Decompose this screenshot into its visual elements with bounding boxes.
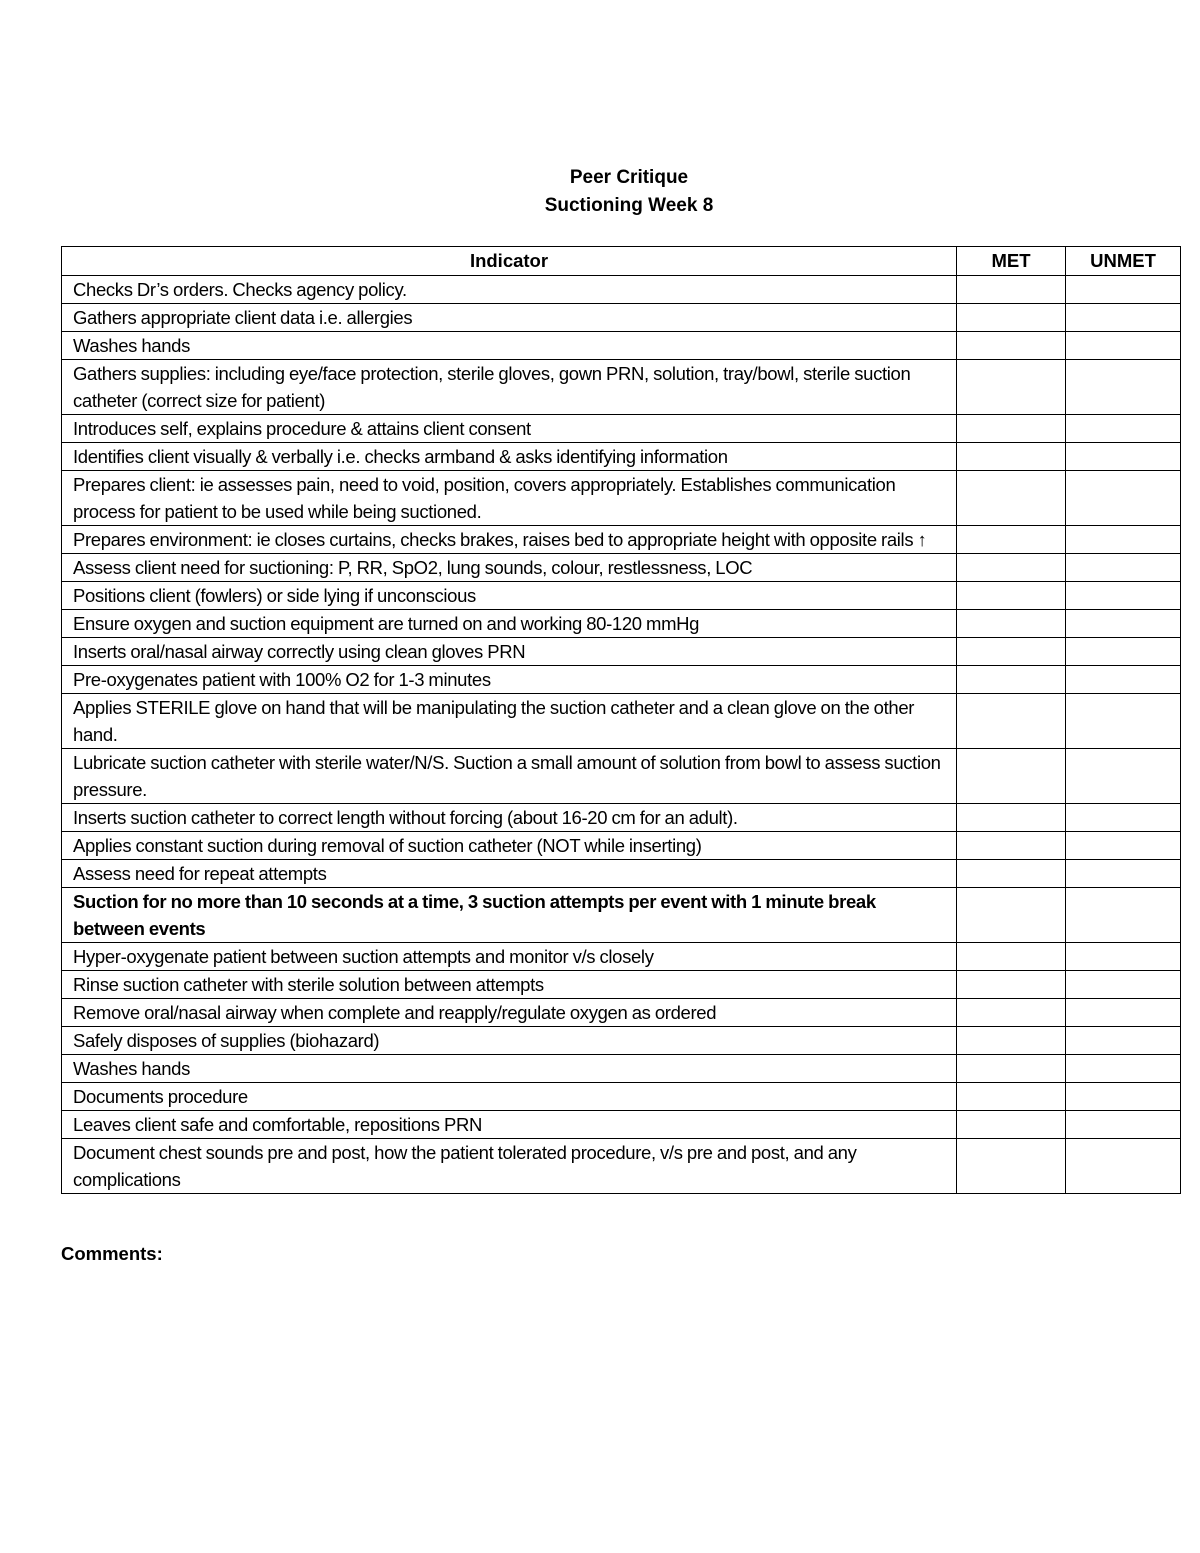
- document-title: Peer Critique: [569, 167, 689, 188]
- table-row: [62, 943, 1181, 971]
- unmet-checkbox-cell[interactable]: [1066, 804, 1181, 832]
- indicator-cell: Washes hands: [62, 332, 957, 360]
- table-row: [62, 582, 1181, 610]
- unmet-checkbox-cell[interactable]: [1066, 471, 1181, 526]
- met-checkbox-cell[interactable]: [957, 1055, 1066, 1083]
- met-checkbox-cell[interactable]: [957, 666, 1066, 694]
- met-checkbox-cell[interactable]: [957, 749, 1066, 804]
- unmet-checkbox-cell[interactable]: [1066, 1111, 1181, 1139]
- indicator-cell: Leaves client safe and comfortable, repositions PRN: [62, 1111, 957, 1139]
- table-row: [62, 332, 1181, 360]
- indicator-cell: Assess client need for suctioning: P, RR, SpO2, lung sounds, colour, restlessness, LOC: [62, 554, 957, 582]
- indicator-cell: Remove oral/nasal airway when complete and reapply/regulate oxygen as ordered: [62, 999, 957, 1027]
- table-row: [62, 554, 1181, 582]
- indicator-cell: Assess need for repeat attempts: [62, 860, 957, 888]
- indicator-cell: Document chest sounds pre and post, how the patient tolerated procedure, v/s pre and post, and any complications: [62, 1139, 957, 1194]
- indicator-cell: Inserts oral/nasal airway correctly using clean gloves PRN: [62, 638, 957, 666]
- table-row: [62, 860, 1181, 888]
- unmet-checkbox-cell[interactable]: [1066, 999, 1181, 1027]
- unmet-checkbox-cell[interactable]: [1066, 360, 1181, 415]
- table-row: [62, 1139, 1181, 1194]
- indicator-cell: Gathers supplies: including eye/face protection, sterile gloves, gown PRN, solution, tray/bowl, sterile suction catheter (correct size for patient): [62, 360, 957, 415]
- met-checkbox-cell[interactable]: [957, 1139, 1066, 1194]
- table-row: [62, 360, 1181, 415]
- indicator-cell: Checks Dr’s orders. Checks agency policy.: [62, 276, 957, 304]
- indicator-cell: Gathers appropriate client data i.e. allergies: [62, 304, 957, 332]
- unmet-column-header: UNMET: [1066, 247, 1181, 276]
- table-row: [62, 749, 1181, 804]
- unmet-checkbox-cell[interactable]: [1066, 276, 1181, 304]
- met-checkbox-cell[interactable]: [957, 554, 1066, 582]
- met-checkbox-cell[interactable]: [957, 943, 1066, 971]
- unmet-checkbox-cell[interactable]: [1066, 888, 1181, 943]
- unmet-checkbox-cell[interactable]: [1066, 1027, 1181, 1055]
- indicator-cell: Ensure oxygen and suction equipment are turned on and working 80-120 mmHg: [62, 610, 957, 638]
- unmet-checkbox-cell[interactable]: [1066, 1139, 1181, 1194]
- table-row: [62, 1083, 1181, 1111]
- unmet-checkbox-cell[interactable]: [1066, 582, 1181, 610]
- met-checkbox-cell[interactable]: [957, 304, 1066, 332]
- table-row: [62, 1055, 1181, 1083]
- met-checkbox-cell[interactable]: [957, 1027, 1066, 1055]
- table-row: [62, 804, 1181, 832]
- met-checkbox-cell[interactable]: [957, 610, 1066, 638]
- table-row: [62, 666, 1181, 694]
- unmet-checkbox-cell[interactable]: [1066, 832, 1181, 860]
- table-row: [62, 1027, 1181, 1055]
- table-body: [62, 276, 1181, 1194]
- unmet-checkbox-cell[interactable]: [1066, 526, 1181, 554]
- unmet-checkbox-cell[interactable]: [1066, 638, 1181, 666]
- indicator-cell: Rinse suction catheter with sterile solution between attempts: [62, 971, 957, 999]
- unmet-checkbox-cell[interactable]: [1066, 554, 1181, 582]
- table-row: [62, 694, 1181, 749]
- met-checkbox-cell[interactable]: [957, 276, 1066, 304]
- met-checkbox-cell[interactable]: [957, 694, 1066, 749]
- met-checkbox-cell[interactable]: [957, 638, 1066, 666]
- unmet-checkbox-cell[interactable]: [1066, 860, 1181, 888]
- indicator-column-header: Indicator: [62, 247, 957, 276]
- table-row: [62, 1111, 1181, 1139]
- table-row: [62, 526, 1181, 554]
- table-row: [62, 999, 1181, 1027]
- unmet-checkbox-cell[interactable]: [1066, 971, 1181, 999]
- table-header-row: [62, 247, 1181, 276]
- unmet-checkbox-cell[interactable]: [1066, 415, 1181, 443]
- met-checkbox-cell[interactable]: [957, 860, 1066, 888]
- document-subtitle: Suctioning Week 8: [544, 195, 714, 216]
- unmet-checkbox-cell[interactable]: [1066, 943, 1181, 971]
- unmet-checkbox-cell[interactable]: [1066, 1083, 1181, 1111]
- met-checkbox-cell[interactable]: [957, 1111, 1066, 1139]
- indicator-cell: Hyper-oxygenate patient between suction attempts and monitor v/s closely: [62, 943, 957, 971]
- met-column-header: MET: [957, 247, 1066, 276]
- comments-label: Comments:: [61, 1243, 163, 1264]
- indicator-cell: Washes hands: [62, 1055, 957, 1083]
- indicator-cell: Documents procedure: [62, 1083, 957, 1111]
- indicator-cell: Introduces self, explains procedure & attains client consent: [62, 415, 957, 443]
- table-row: [62, 276, 1181, 304]
- met-checkbox-cell[interactable]: [957, 888, 1066, 943]
- table-row: [62, 888, 1181, 943]
- indicator-cell: Prepares environment: ie closes curtains, checks brakes, raises bed to appropriate height with opposite rails ↑: [62, 526, 957, 554]
- table-row: [62, 471, 1181, 526]
- indicator-cell: Applies STERILE glove on hand that will be manipulating the suction catheter and a clean glove on the other hand.: [62, 694, 957, 749]
- unmet-checkbox-cell[interactable]: [1066, 443, 1181, 471]
- unmet-checkbox-cell[interactable]: [1066, 694, 1181, 749]
- unmet-checkbox-cell[interactable]: [1066, 1055, 1181, 1083]
- indicator-cell: Prepares client: ie assesses pain, need to void, position, covers appropriately. Establishes communication process for patient to be used while being suctioned.: [62, 471, 957, 526]
- indicator-cell: Inserts suction catheter to correct length without forcing (about 16-20 cm for an adult).: [62, 804, 957, 832]
- unmet-checkbox-cell[interactable]: [1066, 304, 1181, 332]
- met-checkbox-cell[interactable]: [957, 582, 1066, 610]
- unmet-checkbox-cell[interactable]: [1066, 332, 1181, 360]
- table-row: [62, 304, 1181, 332]
- table-row: [62, 971, 1181, 999]
- indicator-cell: Pre-oxygenates patient with 100% O2 for 1-3 minutes: [62, 666, 957, 694]
- table-row: [62, 443, 1181, 471]
- table-row: [62, 415, 1181, 443]
- unmet-checkbox-cell[interactable]: [1066, 666, 1181, 694]
- met-checkbox-cell[interactable]: [957, 332, 1066, 360]
- met-checkbox-cell[interactable]: [957, 971, 1066, 999]
- met-checkbox-cell[interactable]: [957, 415, 1066, 443]
- unmet-checkbox-cell[interactable]: [1066, 610, 1181, 638]
- met-checkbox-cell[interactable]: [957, 526, 1066, 554]
- met-checkbox-cell[interactable]: [957, 999, 1066, 1027]
- met-checkbox-cell[interactable]: [957, 804, 1066, 832]
- met-checkbox-cell[interactable]: [957, 443, 1066, 471]
- indicator-cell: Lubricate suction catheter with sterile water/N/S. Suction a small amount of solution from bowl to assess suction pressure.: [62, 749, 957, 804]
- document-heading: [0, 164, 1200, 220]
- indicator-cell: Positions client (fowlers) or side lying if unconscious: [62, 582, 957, 610]
- table-row: [62, 610, 1181, 638]
- unmet-checkbox-cell[interactable]: [1066, 749, 1181, 804]
- indicator-cell: Suction for no more than 10 seconds at a time, 3 suction attempts per event with 1 minute break between events: [62, 888, 957, 943]
- indicator-cell: Safely disposes of supplies (biohazard): [62, 1027, 957, 1055]
- indicator-cell: Identifies client visually & verbally i.e. checks armband & asks identifying information: [62, 443, 957, 471]
- met-checkbox-cell[interactable]: [957, 360, 1066, 415]
- critique-table: [61, 246, 1181, 1194]
- met-checkbox-cell[interactable]: [957, 471, 1066, 526]
- indicator-cell: Applies constant suction during removal of suction catheter (NOT while inserting): [62, 832, 957, 860]
- met-checkbox-cell[interactable]: [957, 832, 1066, 860]
- table-row: [62, 832, 1181, 860]
- met-checkbox-cell[interactable]: [957, 1083, 1066, 1111]
- table-row: [62, 638, 1181, 666]
